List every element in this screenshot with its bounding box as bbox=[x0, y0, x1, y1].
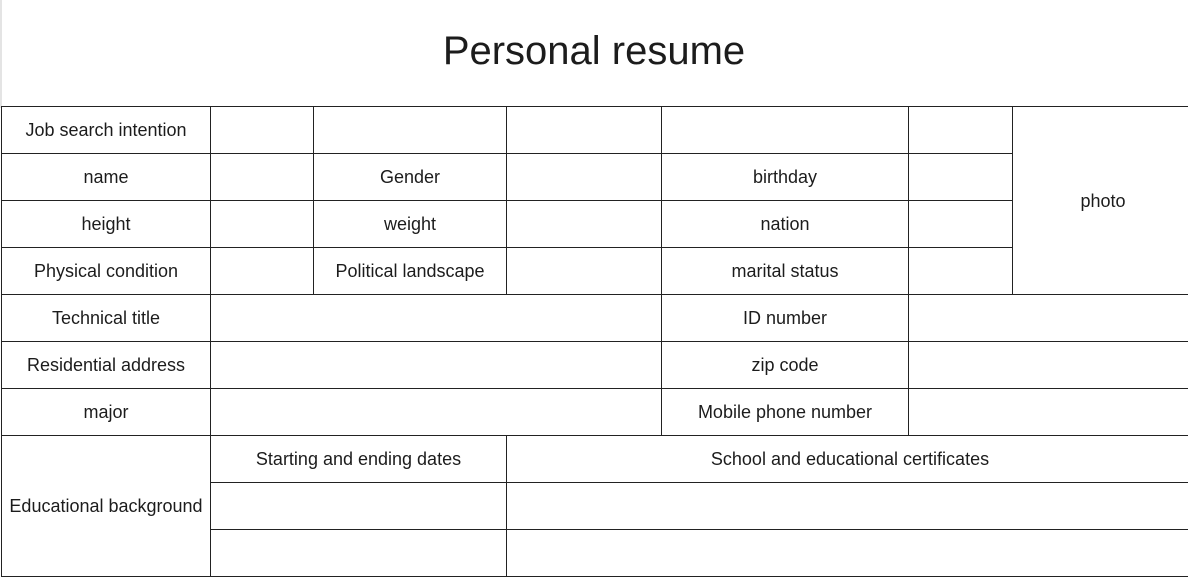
political-landscape-value-cell[interactable] bbox=[507, 248, 662, 295]
name-label: name bbox=[2, 154, 211, 201]
gender-value-cell[interactable] bbox=[507, 154, 662, 201]
education-dates-cell-1[interactable] bbox=[211, 483, 507, 530]
table-row bbox=[2, 154, 1188, 201]
table-row bbox=[2, 248, 1188, 295]
technical-title-label: Technical title bbox=[2, 295, 211, 342]
id-number-value-cell[interactable] bbox=[909, 295, 1188, 342]
school-and-certificates-header: School and educational certificates bbox=[507, 436, 1188, 483]
nation-value-cell[interactable] bbox=[909, 201, 1013, 248]
major-value-cell[interactable] bbox=[211, 389, 662, 436]
table-row bbox=[2, 107, 1188, 154]
zip-code-label: zip code bbox=[662, 342, 909, 389]
education-school-cell-1[interactable] bbox=[507, 483, 1188, 530]
page-title: Personal resume bbox=[0, 26, 1188, 76]
table-row bbox=[2, 201, 1188, 248]
birthday-value-cell[interactable] bbox=[909, 154, 1013, 201]
nation-label: nation bbox=[662, 201, 909, 248]
id-number-label: ID number bbox=[662, 295, 909, 342]
zip-code-value-cell[interactable] bbox=[909, 342, 1188, 389]
name-value-cell[interactable] bbox=[211, 154, 314, 201]
resume-table bbox=[1, 106, 1188, 577]
physical-condition-label: Physical condition bbox=[2, 248, 211, 295]
table-row bbox=[2, 295, 1188, 342]
photo-cell[interactable]: photo bbox=[1013, 107, 1188, 295]
height-label: height bbox=[2, 201, 211, 248]
height-value-cell[interactable] bbox=[211, 201, 314, 248]
residential-address-value-cell[interactable] bbox=[211, 342, 662, 389]
job-search-intention-cell-1[interactable] bbox=[211, 107, 314, 154]
mobile-phone-number-value-cell[interactable] bbox=[909, 389, 1188, 436]
marital-status-value-cell[interactable] bbox=[909, 248, 1013, 295]
job-search-intention-cell-5[interactable] bbox=[909, 107, 1013, 154]
physical-condition-value-cell[interactable] bbox=[211, 248, 314, 295]
birthday-label: birthday bbox=[662, 154, 909, 201]
table-row bbox=[2, 436, 1188, 483]
starting-and-ending-dates-header: Starting and ending dates bbox=[211, 436, 507, 483]
job-search-intention-label: Job search intention bbox=[2, 107, 211, 154]
weight-value-cell[interactable] bbox=[507, 201, 662, 248]
gender-label: Gender bbox=[314, 154, 507, 201]
table-row bbox=[2, 389, 1188, 436]
residential-address-label: Residential address bbox=[2, 342, 211, 389]
political-landscape-label: Political landscape bbox=[314, 248, 507, 295]
marital-status-label: marital status bbox=[662, 248, 909, 295]
weight-label: weight bbox=[314, 201, 507, 248]
educational-background-label: Educational background bbox=[2, 436, 211, 577]
table-row bbox=[2, 342, 1188, 389]
technical-title-value-cell[interactable] bbox=[211, 295, 662, 342]
education-school-cell-2[interactable] bbox=[507, 530, 1188, 577]
job-search-intention-cell-3[interactable] bbox=[507, 107, 662, 154]
job-search-intention-cell-2[interactable] bbox=[314, 107, 507, 154]
job-search-intention-cell-4[interactable] bbox=[662, 107, 909, 154]
major-label: major bbox=[2, 389, 211, 436]
education-dates-cell-2[interactable] bbox=[211, 530, 507, 577]
mobile-phone-number-label: Mobile phone number bbox=[662, 389, 909, 436]
